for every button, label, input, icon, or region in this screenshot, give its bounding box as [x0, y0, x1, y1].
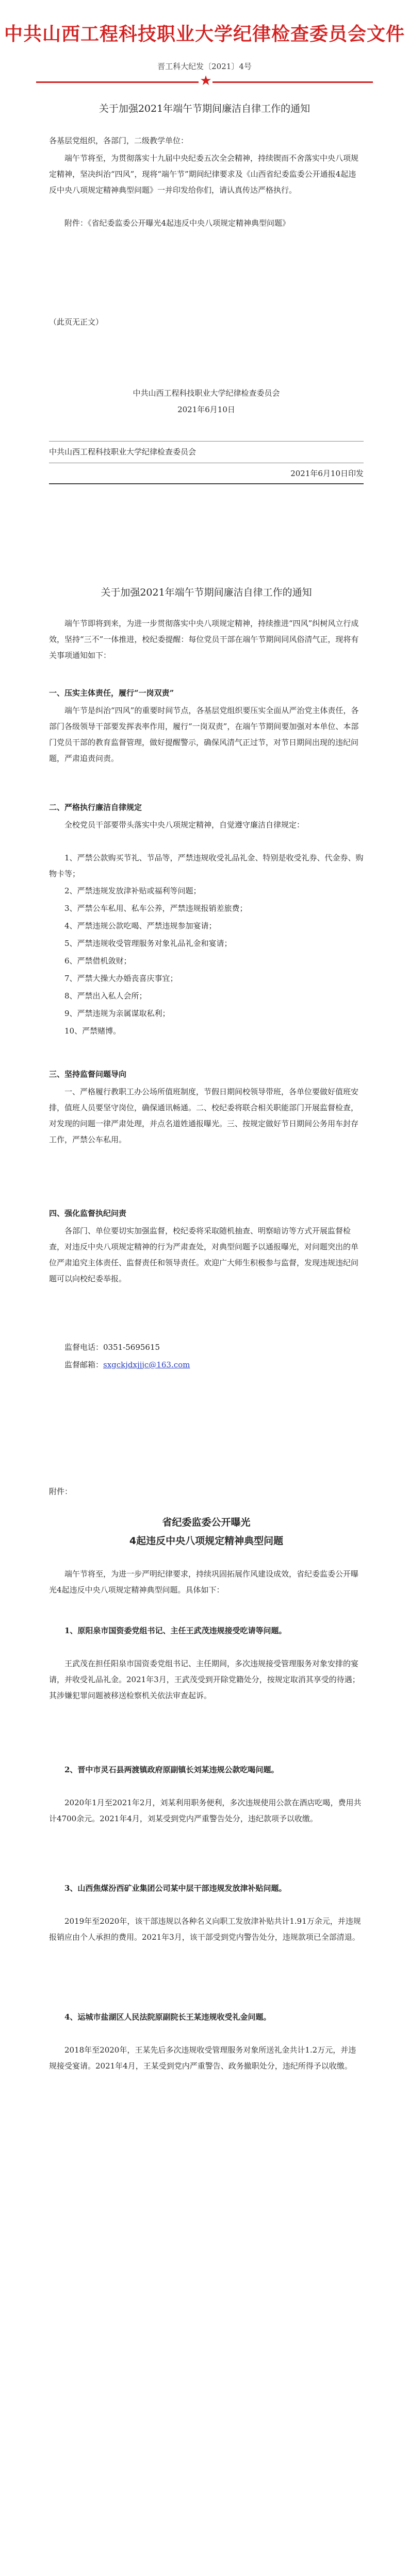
section2-heading: 二、严格执行廉洁自律规定: [49, 803, 142, 812]
attachment-label: 附件：: [49, 1487, 73, 1496]
section2-item: 9、严禁违规为亲属谋取私利；: [64, 1009, 170, 1018]
section2-item: 8、严禁出入私人会所；: [64, 991, 147, 1001]
case-heading: 1、原阳泉市国资委党组书记、主任王武茂违规接受吃请等问题。: [64, 1626, 287, 1635]
section1-body: 端午节是纠治“四风”的重要时间节点，各基层党组织要压实全面从严治党主体责任，各部门各级领导干部要发挥表率作用，履行“一岗双责”，在端午节期间要加强对本单位、本部门党员干部的教育监督管理，做好提醒警示，确保风清气正过节，对节日期间出现的违纪问题，严肃追责问责。: [49, 706, 359, 763]
contact-email-label: 监督邮箱：: [64, 1360, 104, 1369]
attachment-title-line2: 4起违反中央八项规定精神典型问题: [129, 1535, 284, 1547]
section2-item: 6、严禁借机敛财；: [64, 956, 132, 965]
case-body: 2019年至2020年，该干部违规以各种名义向职工发放津补贴共计1.91万余元，并违规报销应由个人承担的费用。2021年3月，该干部受到党内警告处分，违规款项已全部清退。: [49, 1917, 361, 1942]
contact-email-row: [49, 1357, 364, 1373]
attachment-intro: 端午节将至，为进一步严明纪律要求，持续巩固拓展作风建设成效，省纪委监委公开曝光4起违反中央八项规定精神典型问题。具体如下：: [49, 1569, 359, 1595]
section2-item: 4、严禁违规公款吃喝、严禁违规参加宴请；: [64, 921, 217, 930]
requirements-title: 关于加强2021年端午节期间廉洁自律工作的通知: [101, 587, 312, 598]
section2-item: 7、严禁大操大办婚丧喜庆事宜；: [64, 974, 178, 983]
case-heading: 4、运城市盐湖区人民法院原副院长王某违规收受礼金问题。: [64, 2012, 271, 2022]
contact-email-link[interactable]: sxgckjdxjjjc@163.com: [103, 1360, 190, 1369]
section4-heading: 四、强化监督执纪问责: [49, 1209, 127, 1218]
document-number: 晋工科大纪发〔2021〕4号: [157, 62, 252, 71]
notice-recipients: 各基层党组织，各部门，二级教学单位：: [49, 136, 189, 145]
section3-body: 一、严格履行教职工办公场所值班制度，节假日期间校领导带班，各单位要做好值班安排，值班人员要坚守岗位，确保通讯畅通。二、校纪委将联合相关职能部门开展监督检查，对发现的问题一律严肃处理，并点名道姓通报曝光。三、按规定做好节日期间公务用车封存工作，严禁公车私用。: [49, 1087, 359, 1144]
section2-item: 5、严禁违规收受管理服务对象礼品礼金和宴请；: [64, 939, 232, 948]
footer-divider-top: [49, 441, 364, 442]
case-body: 2018年至2020年，王某先后多次违规收受管理服务对象所送礼金共计1.2万元，并违规接受宴请。2021年4月，王某受到党内严重警告、政务撤职处分，违纪所得予以收缴。: [49, 2045, 356, 2071]
footer-divider-bottom: [49, 483, 364, 484]
notice-signer: 中共山西工程科技职业大学纪律检查委员会: [133, 388, 280, 398]
case-heading: 2、晋中市灵石县两渡镇政府原副镇长刘某违规公款吃喝问题。: [64, 1765, 279, 1774]
requirements-intro: 端午节即将到来，为进一步贯彻落实中央八项规定精神，持续推进“四风”纠树风立行成效，坚持“三不”一体推进，校纪委提醒：每位党员干部在端午节期间同风俗清气正，现将有关事项通知如下：: [49, 619, 359, 660]
section3-heading: 三、坚持监督问题导向: [49, 1070, 127, 1079]
notice-attachment-line: 附件：《省纪委监委公开曝光4起违反中央八项规定精神典型问题》: [64, 218, 290, 228]
section4-body: 各部门、单位要切实加强监督，校纪委将采取随机抽查、明察暗访等方式开展监督检查，对违反中央八项规定精神的行为严肃查处，对典型问题予以通报曝光，对问题突出的单位严肃追究主体责任、监督责任和领导责任。欢迎广大师生积极参与监督，发现违规违纪问题可以向校纪委举报。: [49, 1226, 359, 1283]
case-heading: 3、山西焦煤汾西矿业集团公司某中层干部违规发放津补贴问题。: [64, 1884, 287, 1893]
footer-org: 中共山西工程科技职业大学纪律检查委员会: [49, 447, 197, 456]
star-icon: ★: [200, 73, 212, 89]
case-body: 2020年1月至2021年2月，刘某利用职务便利，多次违规使用公款在酒店吃喝，费用共计4700余元。2021年4月，刘某受到党内严重警告处分，违纪款项予以收缴。: [49, 1798, 362, 1823]
case-body: 王武茂在担任阳泉市国资委党组书记、主任期间，多次违规接受管理服务对象安排的宴请，并收受礼品礼金。2021年3月，王武茂受到开除党籍处分，按规定取消其享受的待遇；其涉嫌犯罪问题被移送检察机关依法审查起诉。: [49, 1659, 360, 1700]
attachment-title-line1: 省纪委监委公开曝光: [162, 1517, 251, 1528]
section2-lead: 全校党员干部要带头落实中央八项规定精神，自觉遵守廉洁自律规定：: [64, 820, 305, 829]
section1-heading: 一、压实主体责任，履行“一岗双责”: [49, 688, 174, 698]
document-header-title: 中共山西工程科技职业大学纪律检查委员会文件: [4, 23, 405, 45]
section2-item: 1、严禁公款购买节礼、节品等，严禁违规收受礼品礼金、特别是收受礼券、代金券、购物卡等；: [49, 853, 364, 878]
contact-phone: 监督电话：0351-5695615: [64, 1343, 160, 1352]
section2-item: 10、严禁赌博。: [64, 1026, 121, 1036]
notice-date: 2021年6月10日: [177, 405, 235, 414]
section2-item: 2、严禁违规发放津补贴或福利等问题；: [64, 886, 201, 895]
red-divider-right: [212, 81, 373, 83]
red-divider-left: [36, 81, 199, 83]
notice-title: 关于加强2021年端午节期间廉洁自律工作的通知: [99, 103, 310, 114]
notice-body: 端午节将至，为贯彻落实十九届中央纪委五次全会精神，持续锲而不舍落实中央八项规定精神，坚决纠治“四风”，现将“端午节”期间纪律要求及《山西省纪委监委公开通报4起违反中央八项规定精神典型问题》一并印发给你们，请认真传达严格执行。: [49, 154, 359, 195]
footer-print-date: 2021年6月10日印发: [290, 469, 364, 478]
notice-no-text: （此页无正文）: [49, 317, 104, 327]
section2-item: 3、严禁公车私用、私车公养，严禁违规报销差旅费；: [64, 904, 248, 913]
